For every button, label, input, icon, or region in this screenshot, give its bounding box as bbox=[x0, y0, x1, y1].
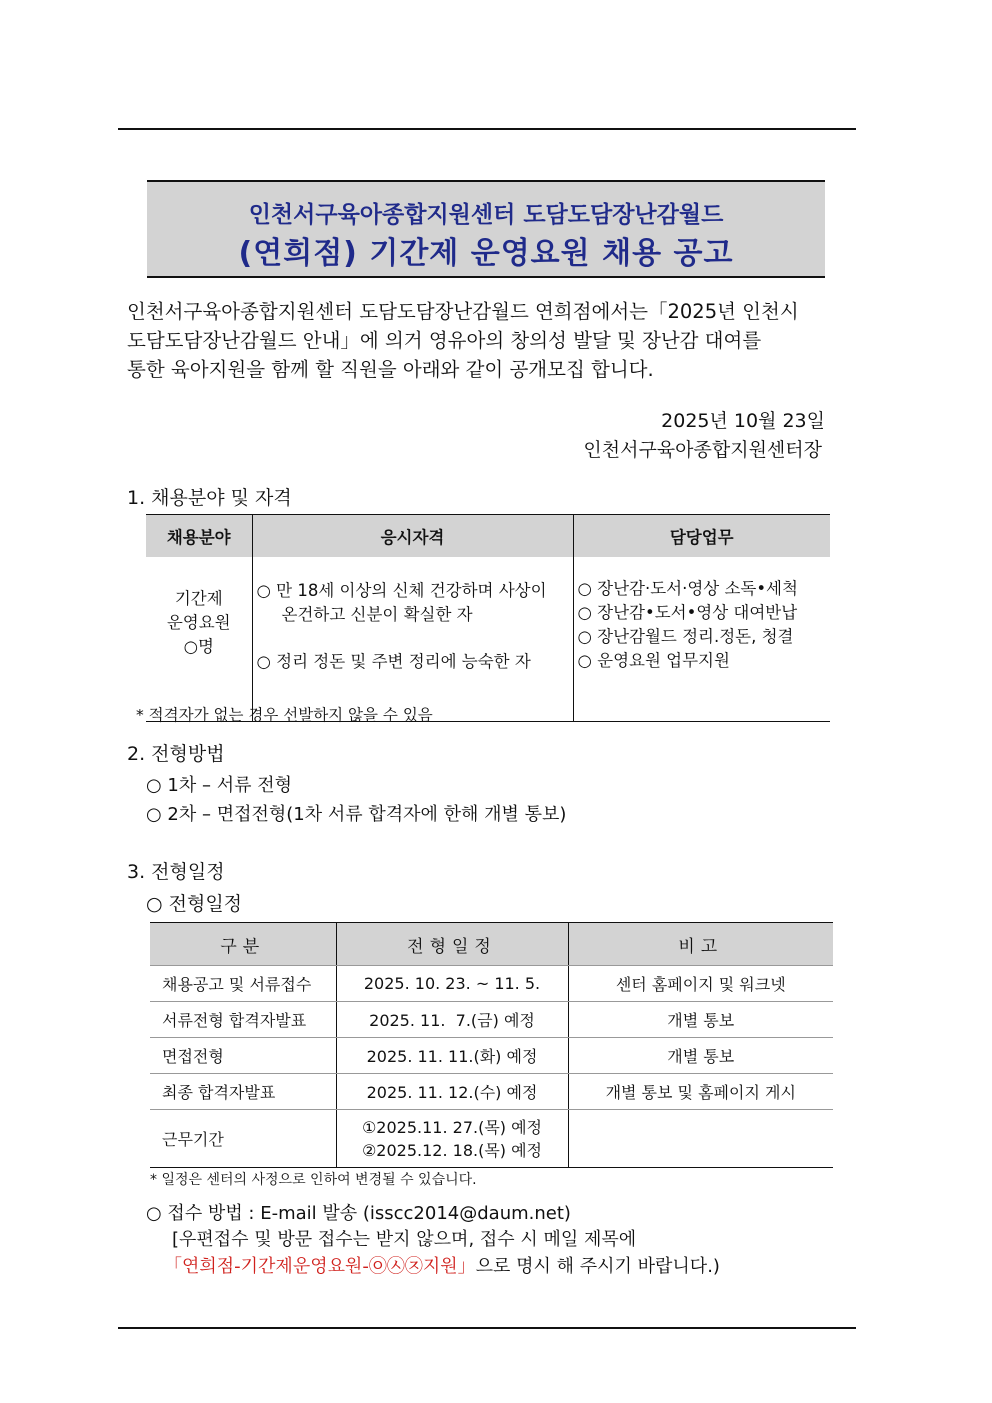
recruitment-table bbox=[146, 514, 830, 722]
header-schedule: 전형일정 bbox=[336, 923, 568, 966]
field-line: ○명 bbox=[183, 637, 214, 656]
qualification-item: ○ 정리 정돈 및 주변 정리에 능숙한 자 bbox=[256, 652, 531, 671]
work-date: ①2025.11. 27.(목) 예정 bbox=[361, 1117, 543, 1137]
title-line-2: (연희점) 기간제 운영요원 채용 공고 bbox=[238, 236, 734, 271]
row-date: 2025. 11. 11.(화) 예정 bbox=[336, 1038, 568, 1074]
qualification-item: ○ 만 18세 이상의 신체 건강하며 사상이 bbox=[256, 581, 547, 600]
submission-line bbox=[164, 1252, 720, 1278]
work-date: ②2025.12. 18.(목) 예정 bbox=[361, 1140, 543, 1160]
row-note: 개별 통보 bbox=[568, 1038, 833, 1074]
header-field: 채용분야 bbox=[146, 515, 252, 558]
submission-line-rest: 으로 명시 해 주시기 바랍니다.) bbox=[475, 1256, 720, 1277]
duty-item: ○ 운영요원 업무지원 bbox=[577, 651, 730, 670]
method-item: ○ 2차 – 면접전형(1차 서류 합격자에 한해 개별 통보) bbox=[146, 804, 567, 825]
row-date: 2025. 10. 23. ~ 11. 5. bbox=[336, 966, 568, 1002]
header-qualification: 응시자격 bbox=[252, 515, 573, 558]
qualification-item: 온건하고 신분이 확실한 자 bbox=[281, 605, 473, 624]
row-note: 개별 통보 및 홈페이지 게시 bbox=[568, 1074, 833, 1110]
notice-date: 2025년 10월 23일 bbox=[661, 410, 825, 432]
row-date: 2025. 11. 12.(수) 예정 bbox=[336, 1074, 568, 1110]
duty-cell bbox=[573, 557, 830, 722]
row-date bbox=[336, 1110, 568, 1168]
section-1-heading: 1. 채용분야 및 자격 bbox=[127, 487, 292, 509]
field-line: 기간제 bbox=[174, 589, 223, 608]
row-note: 개별 통보 bbox=[568, 1002, 833, 1038]
row-label: 채용공고 및 서류접수 bbox=[150, 966, 336, 1002]
top-rule bbox=[118, 128, 856, 130]
intro-line: 통한 육아지원을 함께 할 직원을 아래와 같이 공개모집 합니다. bbox=[127, 358, 654, 381]
duty-item: ○ 장난감•도서•영상 대여반납 bbox=[577, 603, 798, 622]
intro-line: 인천서구육아종합지원센터 도담도담장난감월드 연희점에서는「2025년 인천시 bbox=[127, 300, 799, 323]
method-item: ○ 1차 – 서류 전형 bbox=[146, 775, 292, 796]
table-row bbox=[150, 1002, 833, 1038]
row-note: 센터 홈페이지 및 워크넷 bbox=[568, 966, 833, 1002]
table-row bbox=[150, 1038, 833, 1074]
section-1-note: * 적격자가 없는 경우 선발하지 않을 수 있음 bbox=[136, 706, 433, 724]
bottom-rule bbox=[118, 1327, 856, 1329]
title-line-1: 인천서구육아종합지원센터 도담도담장난감월드 bbox=[248, 202, 724, 228]
header-category: 구분 bbox=[150, 923, 336, 966]
duty-item: ○ 장난감월드 정리.정돈, 청결 bbox=[577, 627, 794, 646]
row-note bbox=[568, 1110, 833, 1168]
issuer: 인천서구육아종합지원센터장 bbox=[583, 439, 822, 461]
header-remarks: 비고 bbox=[568, 923, 833, 966]
section-3-heading: 3. 전형일정 bbox=[127, 861, 225, 883]
intro-line: 도담도담장난감월드 안내」에 의거 영유아의 창의성 발달 및 장난감 대여를 bbox=[127, 329, 762, 352]
table-row bbox=[150, 966, 833, 1002]
duty-item: ○ 장난감·도서·영상 소독•세척 bbox=[577, 579, 798, 598]
email-subject-format: 「연희점-기간제운영요원-㉧㉦㉨지원」 bbox=[164, 1256, 476, 1277]
section-3-note: * 일정은 센터의 사정으로 인하여 변경될 수 있습니다. bbox=[150, 1172, 477, 1188]
title-box bbox=[147, 180, 825, 278]
submission-line: [우편접수 및 방문 접수는 받지 않으며, 접수 시 메일 제목에 bbox=[172, 1229, 637, 1250]
table-row bbox=[150, 1110, 833, 1168]
table-row bbox=[150, 1074, 833, 1110]
intro-paragraph bbox=[127, 297, 827, 384]
header-duty: 담당업무 bbox=[573, 515, 830, 558]
row-label: 서류전형 합격자발표 bbox=[150, 1002, 336, 1038]
schedule-table bbox=[150, 922, 833, 1168]
field-line: 운영요원 bbox=[166, 613, 231, 632]
row-date: 2025. 11. 7.(금) 예정 bbox=[336, 1002, 568, 1038]
section-3-subheading: ○ 전형일정 bbox=[146, 893, 243, 915]
row-label: 근무기간 bbox=[150, 1110, 336, 1168]
submission-line: ○ 접수 방법 : E-mail 발송 (isscc2014@daum.net) bbox=[146, 1203, 571, 1224]
section-2-heading: 2. 전형방법 bbox=[127, 743, 225, 765]
row-label: 최종 합격자발표 bbox=[150, 1074, 336, 1110]
qualification-cell bbox=[252, 557, 573, 722]
field-cell bbox=[146, 557, 252, 722]
row-label: 면접전형 bbox=[150, 1038, 336, 1074]
